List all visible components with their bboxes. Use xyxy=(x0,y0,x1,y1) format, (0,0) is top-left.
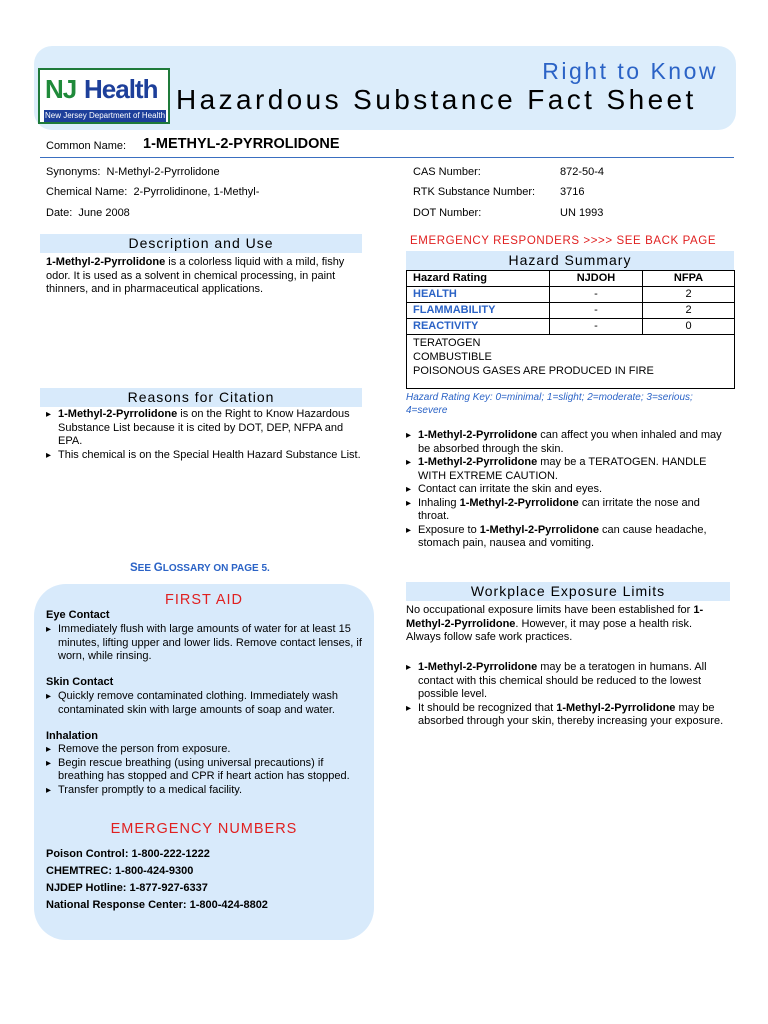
synonyms-value: N-Methyl-2-Pyrrolidone xyxy=(106,166,220,178)
effect-2-text: may be a TERATOGEN. HANDLE WITH EXTREME CAUTION. xyxy=(418,456,707,482)
effect-item-2 xyxy=(406,456,728,483)
emergency-numbers-heading: EMERGENCY NUMBERS xyxy=(110,821,298,837)
description-chemical-name: 1-Methyl-2-Pyrrolidone xyxy=(46,256,166,268)
inhalation-list xyxy=(46,743,362,797)
col-hazard-rating: Hazard Rating xyxy=(407,271,550,287)
hazard-reactivity: REACTIVITY xyxy=(407,319,550,335)
rtk-number-label: RTK Substance Number: xyxy=(413,186,536,198)
rtk-number-value: 3716 xyxy=(560,186,585,198)
hazard-table-header xyxy=(407,271,735,287)
hazard-notes-row xyxy=(407,335,735,389)
exposure-limits-heading: Workplace Exposure Limits xyxy=(406,582,730,601)
effect-5-text: can cause headache, stomach pain, nausea and vomiting. xyxy=(418,523,707,549)
date-value: June 2008 xyxy=(78,207,130,219)
logo-subtitle: New Jersey Department of Health xyxy=(44,111,166,120)
effect-3-text: Contact can irritate the skin and eyes. xyxy=(418,483,603,495)
hazard-flammability: FLAMMABILITY xyxy=(407,303,550,319)
synonyms-row xyxy=(46,166,220,178)
effect-item-3 xyxy=(406,483,728,497)
description-line1: is a colorless liquid with a mild, fishy xyxy=(165,256,345,268)
eye-contact-item: ▸ Immediately flush with large amounts of water for at least 15 minutes, lifting upper and lower lids. Remove contact lenses, if worn, while rinsing. xyxy=(46,623,362,664)
effect-4-text: can irritate the nose and throat. xyxy=(418,496,700,522)
table-row xyxy=(407,303,735,319)
flammability-njdoh: - xyxy=(550,303,643,319)
exposure-chem-name: 1-Methyl-2-Pyrrolidone xyxy=(406,604,704,630)
eye-contact-list xyxy=(46,623,362,664)
inhalation-item-1: ▸ Remove the person from exposure. xyxy=(46,743,362,757)
skin-contact-heading: Skin Contact xyxy=(46,676,114,688)
national-response-number: National Response Center: 1-800-424-8802 xyxy=(46,899,268,911)
hazard-key-line2: 4=severe xyxy=(406,404,448,416)
header-divider xyxy=(40,157,734,158)
exposure-item-2 xyxy=(406,702,728,729)
cas-number-label: CAS Number: xyxy=(413,166,481,178)
cas-number-value: 872-50-4 xyxy=(560,166,605,178)
hazard-table xyxy=(406,270,735,389)
description-heading: Description and Use xyxy=(40,234,362,253)
emergency-responders-note: EMERGENCY RESPONDERS >>>> SEE BACK PAGE xyxy=(410,235,717,247)
effect-1-text: can affect you when inhaled and may be absorbed through the skin. xyxy=(418,429,722,455)
inhalation-item-3: ▸ Transfer promptly to a medical facility. xyxy=(46,784,362,798)
health-njdoh: - xyxy=(550,287,643,303)
chemical-name-label: Chemical Name: xyxy=(46,186,128,198)
chemical-name-value: 2-Pyrrolidinone, 1-Methyl- xyxy=(133,186,260,198)
glossary-link[interactable] xyxy=(130,562,270,574)
chemtrec-number: CHEMTREC: 1-800-424-9300 xyxy=(46,865,194,877)
hazard-summary-heading: Hazard Summary xyxy=(406,251,734,270)
date-label: Date: xyxy=(46,207,73,219)
inhalation-heading: Inhalation xyxy=(46,730,98,742)
glossary-rest: LOSSARY ON PAGE 5. xyxy=(162,563,270,574)
glossary-ee: EE xyxy=(137,563,154,574)
effect-2-chem: 1-Methyl-2-Pyrrolidone xyxy=(418,456,538,468)
exposure-2-pre: It should be recognized that xyxy=(418,701,557,714)
hazard-notes xyxy=(407,335,735,389)
nj-health-logo xyxy=(38,68,170,124)
inhalation-item-2: ▸ Begin rescue breathing (using universal precautions) if breathing has stopped and CPR if heart action has stopped. xyxy=(46,757,362,784)
synonyms-label: Synonyms: xyxy=(46,166,101,178)
logo-nj-text: NJ xyxy=(45,74,77,104)
effect-item-1 xyxy=(406,429,728,456)
description-line2: odor. It is used as a solvent in chemical processing, in paint xyxy=(46,269,336,282)
exposure-2-chem: 1-Methyl-2-Pyrrolidone xyxy=(556,701,676,714)
page-title: Hazardous Substance Fact Sheet xyxy=(176,84,697,115)
exposure-1-text: may be a teratogen in humans. All contact with this chemical should be reduced to the lowest possible level. xyxy=(418,661,707,700)
table-row xyxy=(407,287,735,303)
effect-4-pre: Inhaling xyxy=(418,496,460,509)
dot-number-value: UN 1993 xyxy=(560,207,604,219)
exposure-1-chem: 1-Methyl-2-Pyrrolidone xyxy=(418,661,538,673)
date-row xyxy=(46,207,130,219)
col-nfpa: NFPA xyxy=(643,271,735,287)
exposure-2-text: may be absorbed through your skin, thereby increasing your exposure. xyxy=(418,701,724,727)
col-njdoh: NJDOH xyxy=(550,271,643,287)
right-to-know-title: Right to Know xyxy=(542,58,718,84)
first-aid-heading: FIRST AID xyxy=(164,592,244,608)
chemical-name-row xyxy=(46,186,259,198)
note-poisonous-gases: POISONOUS GASES ARE PRODUCED IN FIRE xyxy=(413,365,654,377)
effect-item-5 xyxy=(406,524,728,551)
effect-1-chem: 1-Methyl-2-Pyrrolidone xyxy=(418,429,538,441)
reactivity-nfpa: 0 xyxy=(643,319,735,335)
health-nfpa: 2 xyxy=(643,287,735,303)
glossary-s: S xyxy=(130,562,138,574)
poison-control-number: Poison Control: 1-800-222-1222 xyxy=(46,848,210,860)
reactivity-njdoh: - xyxy=(550,319,643,335)
njdep-hotline-number: NJDEP Hotline: 1-877-927-6337 xyxy=(46,882,208,894)
effect-item-4 xyxy=(406,497,728,524)
exposure-text-rest: . However, it may pose a health risk. Always follow safe work practices. xyxy=(406,617,693,643)
exposure-item-1 xyxy=(406,661,728,702)
common-name-label: Common Name: xyxy=(46,140,127,152)
citation-item-1-text: is on the Right to Know Hazardous Substance List because it is cited by DOT, DEP, NFPA and EPA. xyxy=(58,408,350,447)
eye-contact-heading: Eye Contact xyxy=(46,609,110,621)
note-combustible: COMBUSTIBLE xyxy=(413,351,492,363)
citation-heading: Reasons for Citation xyxy=(40,388,362,407)
citation-list xyxy=(46,408,362,462)
logo-health-text: Health xyxy=(84,74,158,104)
description-line3: thinners, and in pharmaceutical applications. xyxy=(46,283,264,295)
note-teratogen: TERATOGEN xyxy=(413,337,481,349)
description-text xyxy=(46,256,366,297)
effect-5-chem: 1-Methyl-2-Pyrrolidone xyxy=(479,523,599,536)
effect-5-pre: Exposure to xyxy=(418,523,480,536)
hazard-rating-key xyxy=(406,392,726,417)
citation-item-1 xyxy=(46,408,362,449)
dot-number-label: DOT Number: xyxy=(413,207,482,219)
effect-4-chem: 1-Methyl-2-Pyrrolidone xyxy=(459,496,579,509)
exposure-limits-text xyxy=(406,604,724,645)
common-name-value: 1-METHYL-2-PYRROLIDONE xyxy=(143,136,340,152)
table-row xyxy=(407,319,735,335)
hazard-health: HEALTH xyxy=(407,287,550,303)
citation-chem-name: 1-Methyl-2-Pyrrolidone xyxy=(58,408,178,420)
hazard-key-line1: Hazard Rating Key: 0=minimal; 1=slight; 2=moderate; 3=serious; xyxy=(406,392,693,403)
citation-item-2-text: This chemical is on the Special Health Hazard Substance List. xyxy=(58,448,361,461)
skin-contact-list xyxy=(46,690,362,717)
exposure-list xyxy=(406,661,728,729)
glossary-g: G xyxy=(153,562,163,574)
citation-item-2 xyxy=(46,449,362,463)
flammability-nfpa: 2 xyxy=(643,303,735,319)
skin-contact-item: ▸ Quickly remove contaminated clothing. Immediately wash contaminated skin with large amounts of soap and water. xyxy=(46,690,362,717)
exposure-text-pre: No occupational exposure limits have been established for xyxy=(406,604,691,616)
effects-list xyxy=(406,429,728,551)
